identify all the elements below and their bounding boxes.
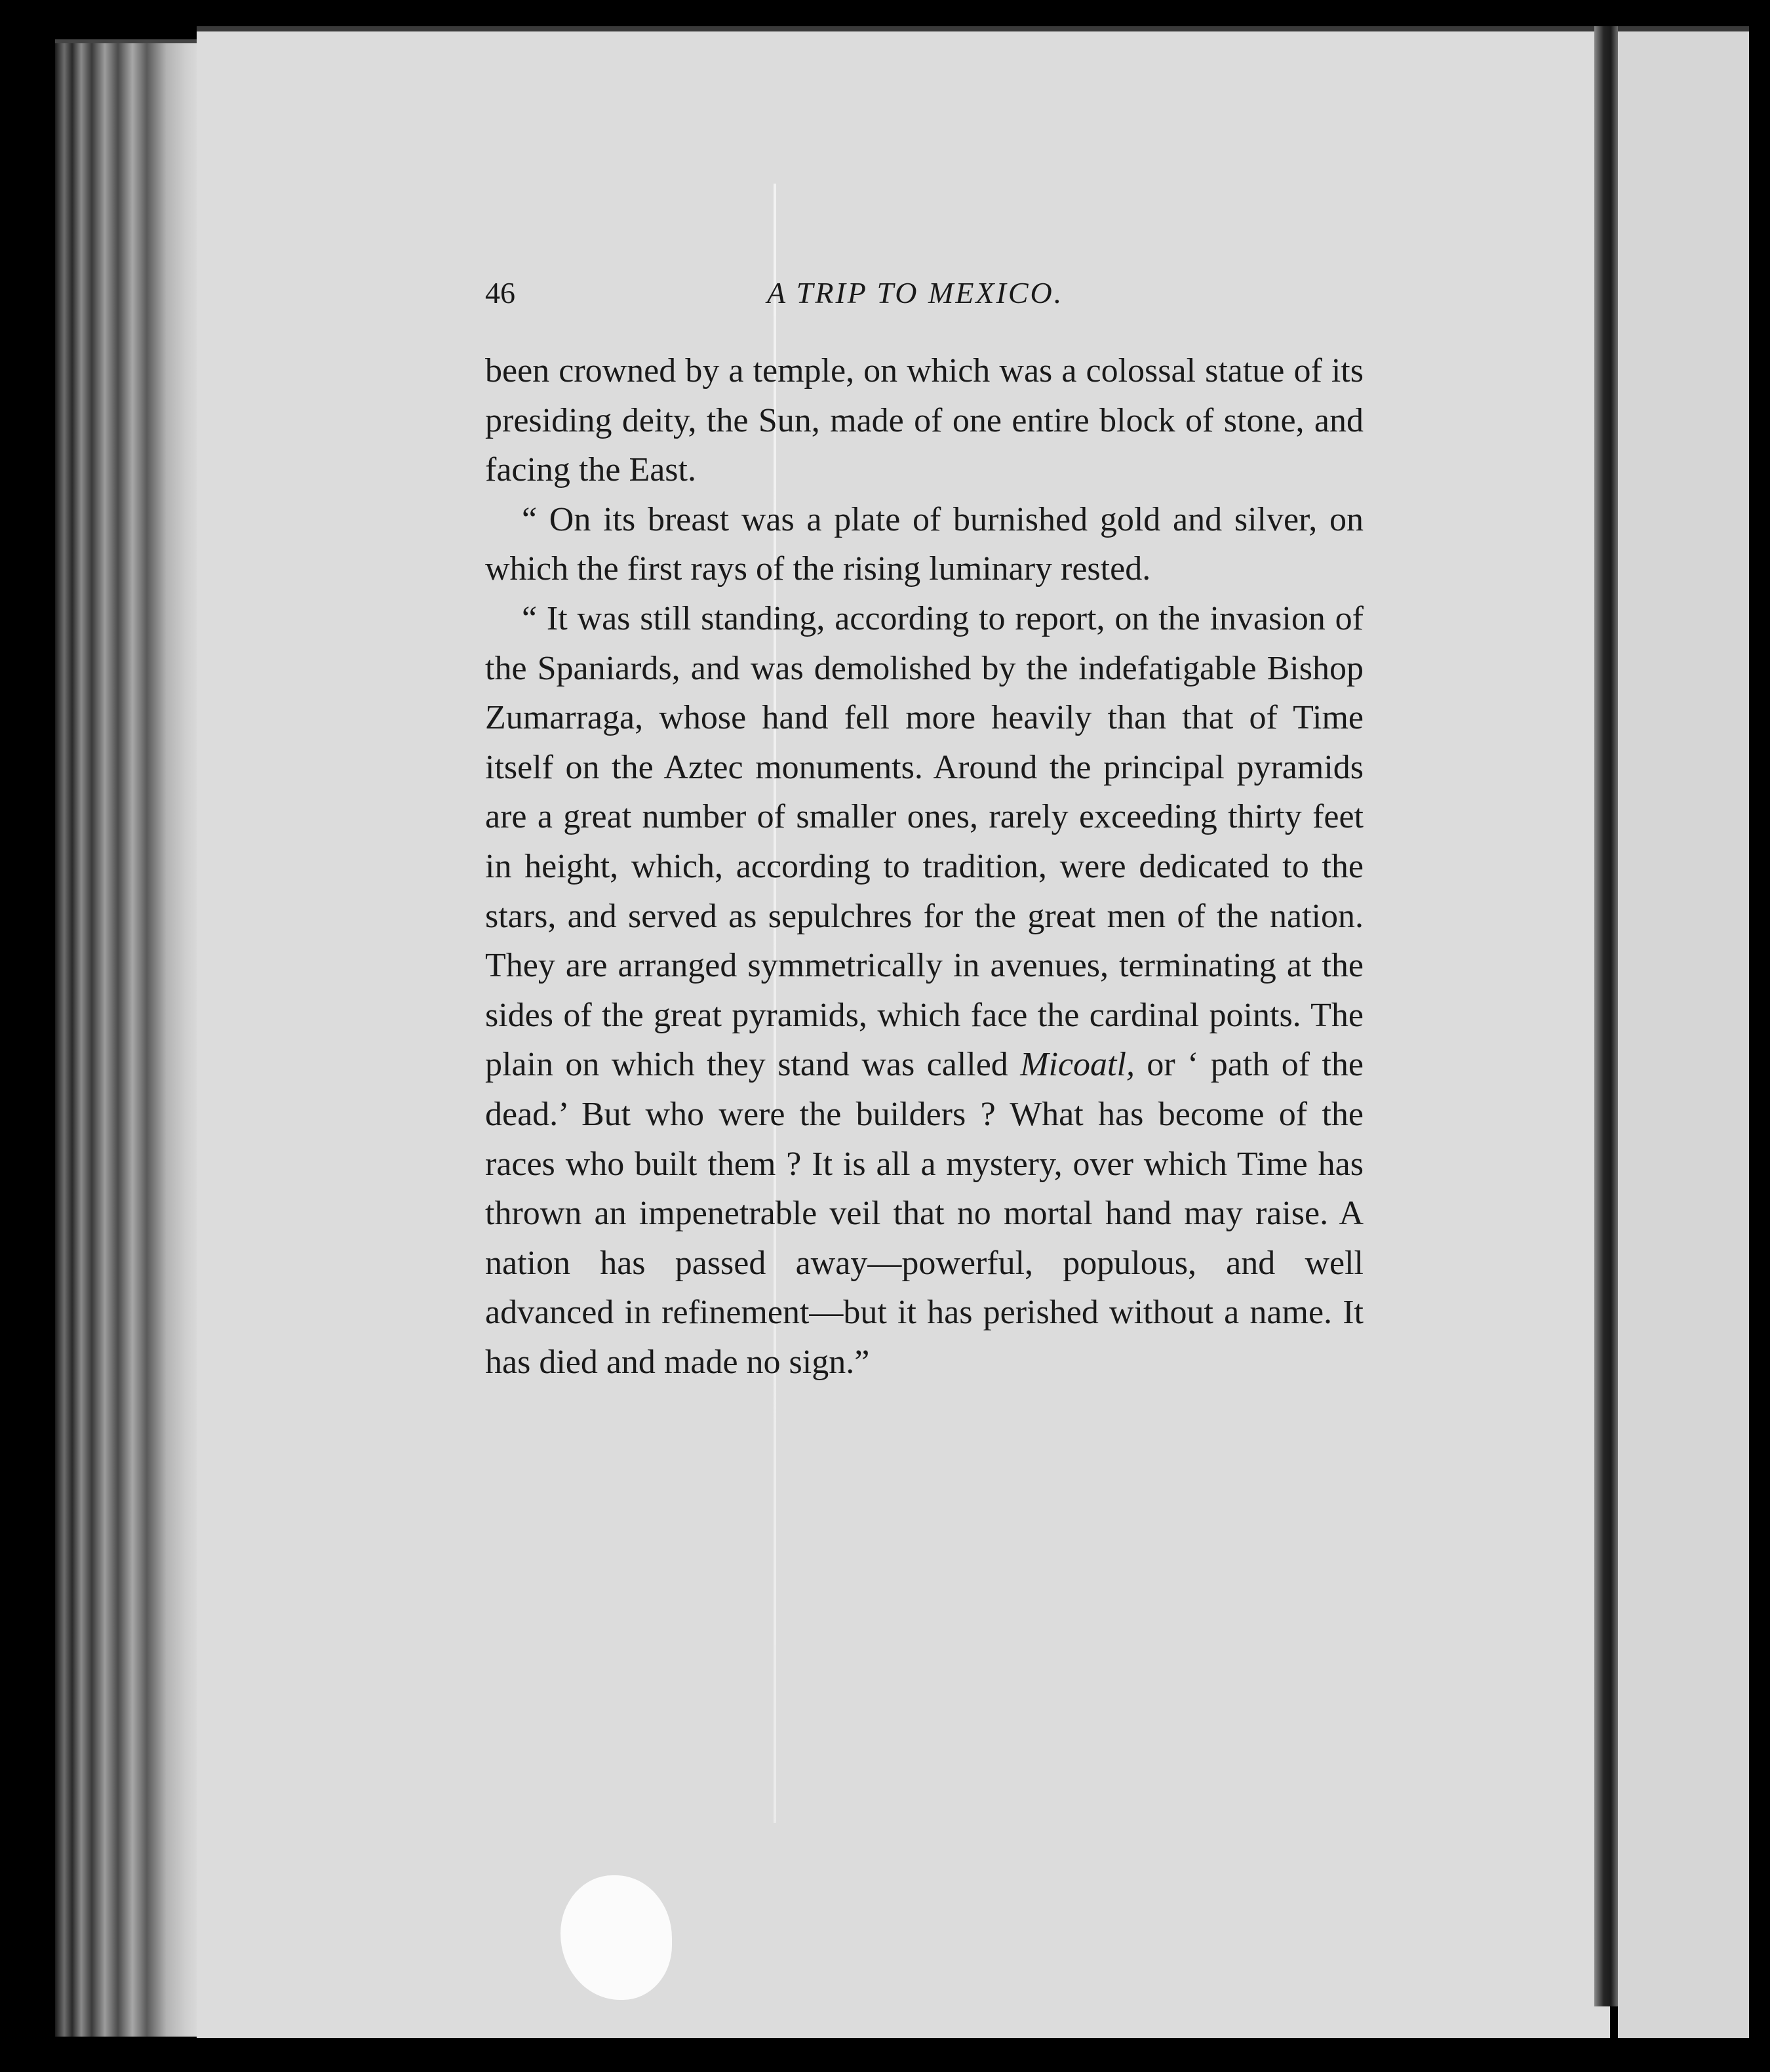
facing-page-edge — [1618, 26, 1749, 2038]
paragraph: been crowned by a temple, on which was a colossal statue of its presiding deity, the Sun, made of one entire block of stone, and facing the East. — [485, 352, 1364, 489]
paragraph-text: “ It was still standing, according to report, on the invasion of the Spaniards, and was demolished by the indefatigable Bishop Zumarraga, whose hand fell more heavily than that of Time itself on the Aztec monuments. Around the principal pyramids are a great number of smaller ones, rarely exceeding thirty feet in height, which, according to tradition, were dedicated to the stars, and served as sepulchres for the great men of the nation. They are arranged symmetrically in avenues, terminating at the sides of the great pyramids, which face the cardinal points. The plain on which they stand was called — [485, 599, 1364, 1084]
paragraph — [485, 594, 1364, 1387]
paragraph: “ On its breast was a plate of burnished gold and silver, on which the first rays of the rising luminary rested. — [485, 500, 1364, 588]
body-text — [485, 346, 1364, 1387]
page-header — [485, 275, 1357, 315]
running-title: A TRIP TO MEXICO. — [767, 276, 1064, 309]
book-page-edges — [55, 39, 199, 2037]
book-gutter — [1594, 26, 1618, 2006]
paragraph-text: or ‘ path of the dead.’ But who were the builders ? What has become of the races who built them ? It is all a mystery, over which Time has thrown an impenetrable veil that no mortal hand may raise. A nation has passed away—powerful, populous, and well advanced in refinement—but it has perished without a name. It has died and made no sign.” — [485, 1046, 1364, 1381]
italic-term: Micoatl, — [1020, 1046, 1135, 1084]
page-number: 46 — [485, 276, 515, 309]
